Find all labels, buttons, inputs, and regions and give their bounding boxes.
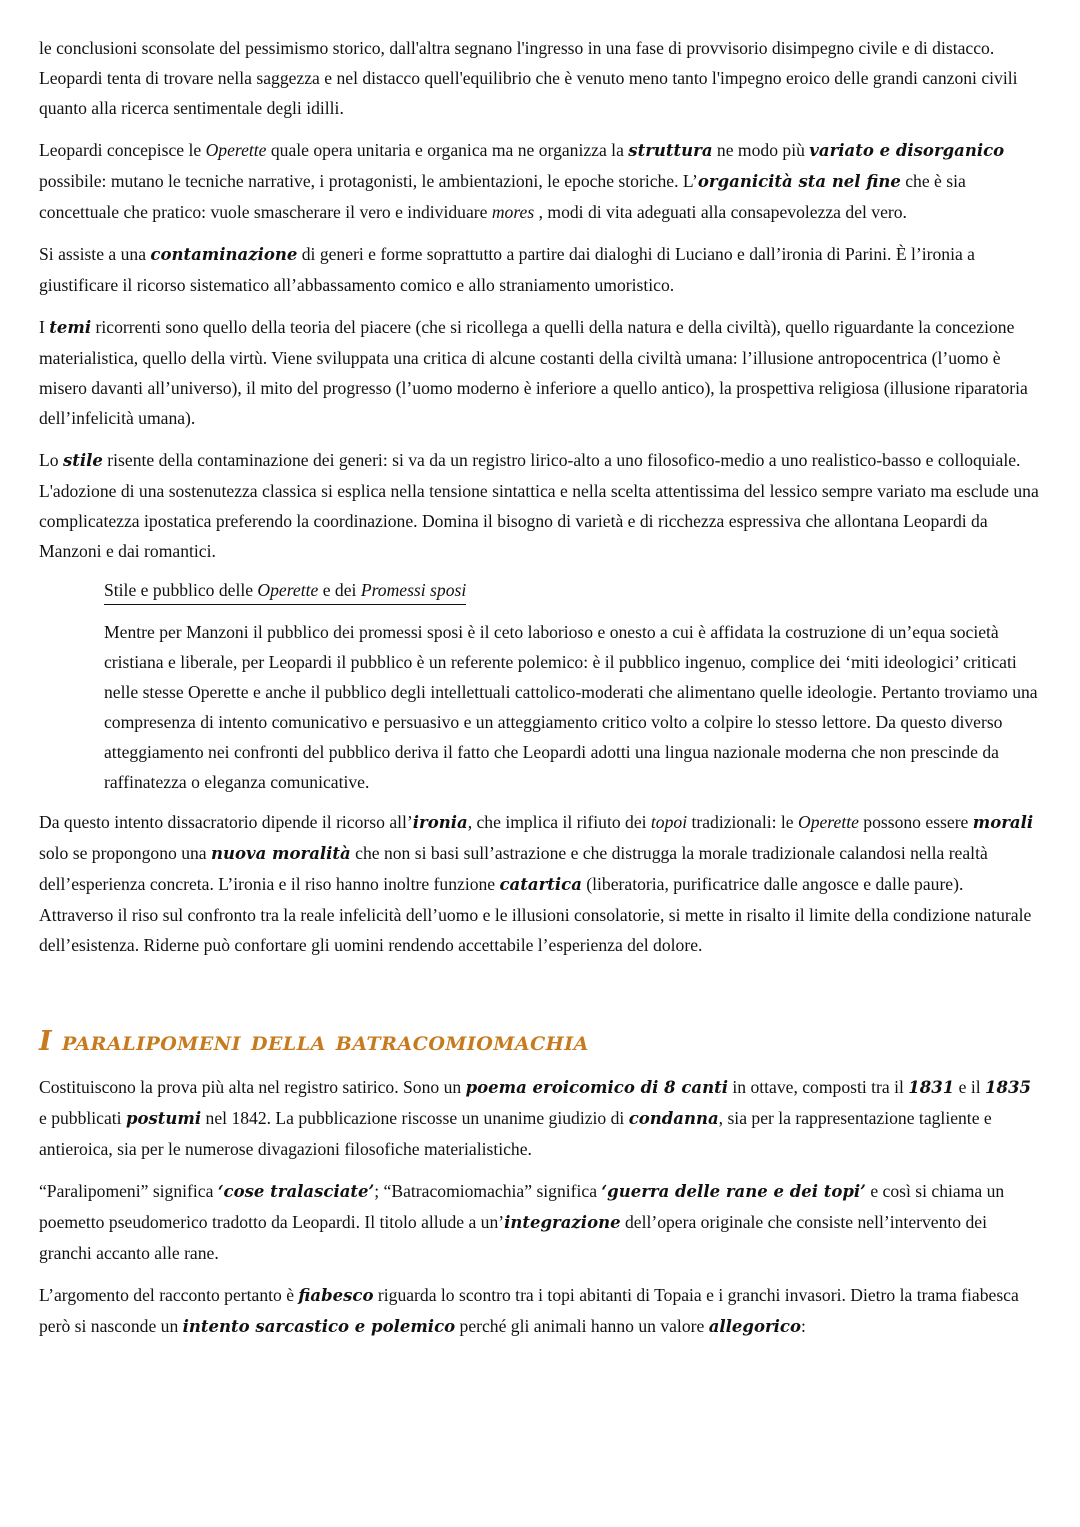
- box-title: Stile e pubblico delle Operette e dei Promessi sposi: [104, 578, 466, 605]
- section-heading: I paralipomeni della batracomiomachia: [39, 1026, 589, 1057]
- highlight-term: morali: [972, 813, 1034, 832]
- highlight-term: temi: [49, 318, 92, 337]
- paragraph-struttura: Leopardi concepisce le Operette quale opera unitaria e organica ma ne organizza la struttura ne modo più variato e disorganico possibile: mutano le tecniche narrative, i protagonisti, le ambientazioni, le epoche storiche. L’organicità sta nel fine che è sia concettuale che pratico: vuole smascherare il vero e individuare mores , modi di vita adeguati alla consapevolezza del vero.: [39, 140, 1005, 222]
- highlight-term: organicità sta nel fine: [697, 172, 901, 191]
- highlight-term: stile: [62, 451, 103, 470]
- paragraph-contaminazione: Si assiste a una contaminazione di generi e forme soprattutto a partire dai dialoghi di Luciano e dall’ironia di Parini. È l’ironia a giustificare il ricorso sistematico all’abbassamento comico e allo straniamento umoristico.: [39, 244, 975, 295]
- italic-term: mores: [491, 202, 535, 222]
- highlight-term: nuova moralità: [211, 844, 351, 863]
- highlight-term: ‘guerra delle rane e dei topi’: [601, 1182, 866, 1201]
- highlight-term: intento sarcastico e polemico: [182, 1317, 456, 1336]
- highlight-term: poema eroicomico di 8 canti: [465, 1078, 728, 1097]
- paragraph-ironia: Da questo intento dissacratorio dipende il ricorso all’ironia, che implica il rifiuto dei topoi tradizionali: le Operette possono essere morali solo se propongono una nuova moralità che non si basi sull’astrazione e che distrugga la morale tradizionale calandosi nella realtà dell’esperienza concreta. L’ironia e il riso hanno inoltre funzione catartica (liberatoria, purificatrice dalle angosce e dalle paure). Attraverso il riso sul confronto tra la reale infelicità dell’uomo e le illusioni consolatorie, si mette in risalto il limite della condizione naturale dell’esistenza. Riderne può confortare gli uomini rendendo accettabile l’esperienza del dolore.: [39, 812, 1034, 955]
- paragraph-intro: le conclusioni sconsolate del pessimismo storico, dall'altra segnano l'ingresso in una fase di provvisorio disimpegno civile e di distacco. Leopardi tenta di trovare nella saggezza e nel distacco quell'equilibrio che è venuto meno tanto l'impegno eroico delle grandi canzoni civili quanto alla ricerca sentimentale degli idilli.: [39, 38, 1018, 118]
- paragraph-titolo: “Paralipomeni” significa ‘cose tralasciate’; “Batracomiomachia” significa ‘guerra delle rane e dei topi’ e così si chiama un poemetto pseudomerico tradotto da Leopardi. Il titolo allude a un’integrazione dell’opera originale che consiste nell’intervento dei granchi accanto alle rane.: [39, 1181, 1005, 1263]
- paragraph-argomento: L’argomento del racconto pertanto è fiabesco riguarda lo scontro tra i topi abitanti di Topaia e i granchi invasori. Dietro la trama fiabesca però si nasconde un intento sarcastico e polemico perché gli animali hanno un valore allegorico:: [39, 1285, 1019, 1336]
- highlight-term: 1835: [985, 1078, 1031, 1097]
- highlight-term: catartica: [499, 875, 582, 894]
- highlight-term: ironia: [412, 813, 468, 832]
- highlight-term: integrazione: [504, 1213, 621, 1232]
- highlight-term: contaminazione: [150, 245, 298, 264]
- paragraph-paralipomeni: Costituiscono la prova più alta nel registro satirico. Sono un poema eroicomico di 8 canti in ottave, composti tra il 1831 e il 1835 e pubblicati postumi nel 1842. La pubblicazione riscosse un unanime giudizio di condanna, sia per la rappresentazione tagliente e antieroica, sia per le numerose divagazioni filosofiche materialistiche.: [39, 1077, 1031, 1159]
- highlight-term: ‘cose tralasciate’: [217, 1182, 375, 1201]
- insight-box: [104, 578, 1041, 797]
- highlight-term: struttura: [628, 141, 713, 160]
- highlight-term: allegorico: [708, 1317, 801, 1336]
- highlight-term: condanna: [628, 1109, 719, 1128]
- highlight-term: fiabesco: [298, 1286, 374, 1305]
- italic-term: topoi: [650, 812, 688, 832]
- highlight-term: 1831: [908, 1078, 955, 1097]
- italic-term: Operette: [798, 812, 859, 832]
- paragraph-temi: I temi ricorrenti sono quello della teoria del piacere (che si ricollega a quelli della natura e della civiltà), quello riguardante la concezione materialistica, quello della virtù. Viene sviluppata una critica di alcune costanti della civiltà umana: l’illusione antropocentrica (l’uomo è misero davanti all’universo), il mito del progresso (l’uomo moderno è inferiore a quello antico), la prospettiva religiosa (illusione riparatoria dell’infelicità umana).: [39, 317, 1028, 428]
- highlight-term: postumi: [125, 1109, 202, 1128]
- highlight-term: variato e disorganico: [809, 141, 1005, 160]
- paragraph-stile: Lo stile risente della contaminazione dei generi: si va da un registro lirico-alto a uno filosofico-medio a uno realistico-basso e colloquiale. L'adozione di una sostenutezza classica si esplica nella tensione sintattica e nella scelta attentissima del lessico sempre variato ma esclude una complicatezza ipostatica preferendo la coordinazione. Domina il bisogno di varietà e di ricchezza espressiva che allontana Leopardi da Manzoni e dai romantici.: [39, 450, 1039, 561]
- box-text: Mentre per Manzoni il pubblico dei promessi sposi è il ceto laborioso e onesto a cui è affidata la costruzione di un’equa società cristiana e liberale, per Leopardi il pubblico è un referente polemico: è il pubblico ingenuo, complice dei ‘miti ideologici’ criticati nelle stesse Operette e anche il pubblico degli intellettuali cattolico-moderati che alimentano quelle ideologie. Pertanto troviamo una compresenza di intento comunicativo e persuasivo e un atteggiamento critico volto a colpire lo stesso lettore. Da questo diverso atteggiamento nei confronti del pubblico deriva il fatto che Leopardi adotti una lingua nazionale moderna che non prescinde da raffinatezza o eleganza comunicative.: [104, 622, 1038, 792]
- italic-term: Operette: [205, 140, 267, 160]
